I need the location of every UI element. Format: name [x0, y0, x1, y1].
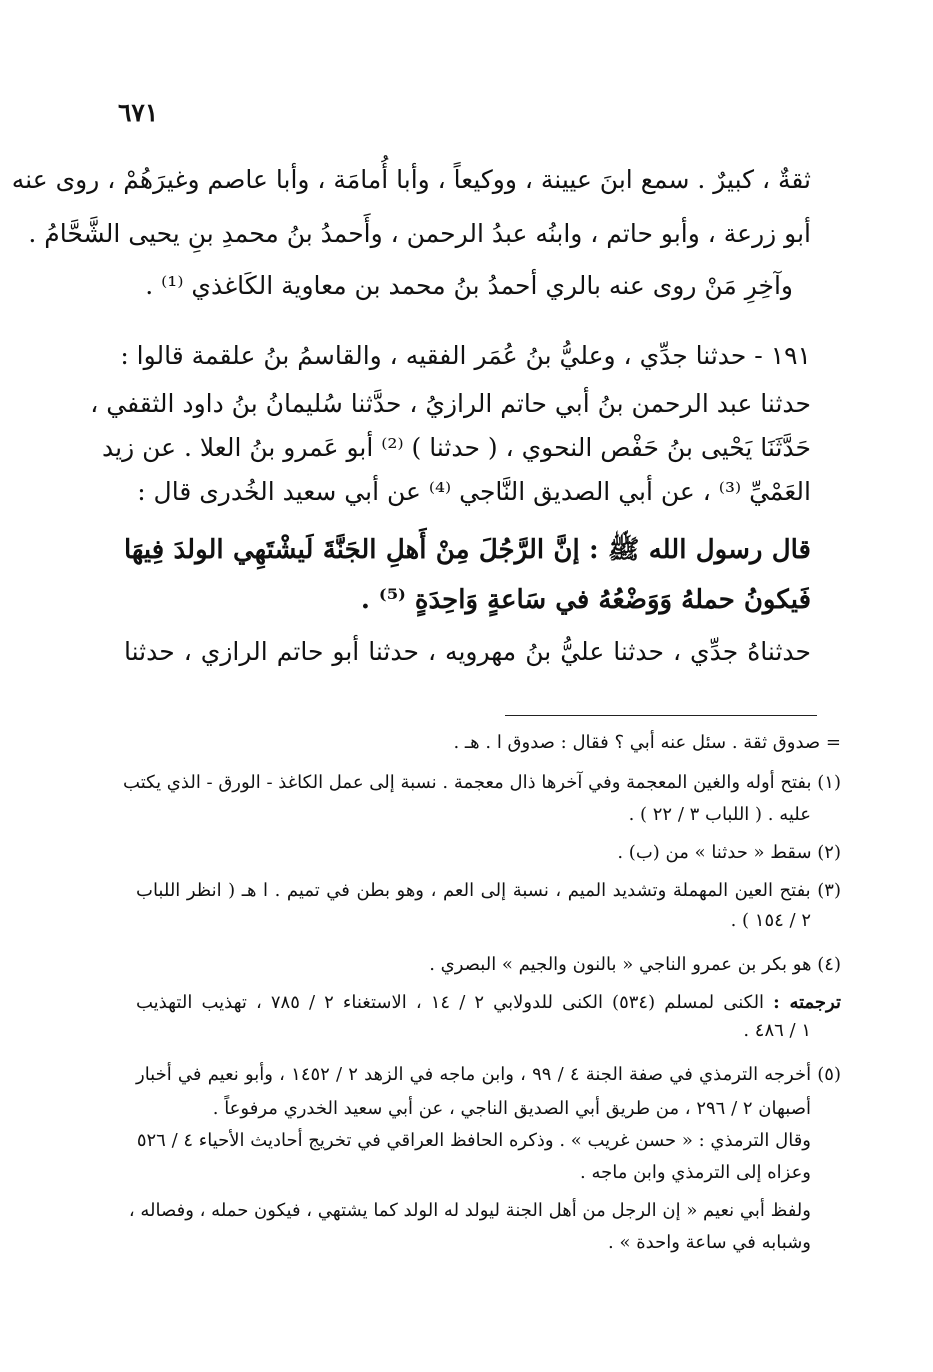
footnote-3-cont: ٢ / ١٥٤ ) .: [730, 910, 811, 931]
footnote-5-cont: وقال الترمذي : « حسن غريب » . وذكره الحافظ العراقي في تخريج أحاديث الأحياء ٤ / ٥٢٦: [136, 1130, 811, 1151]
biography-sources: الكنى لمسلم (٥٣٤) الكنى للدولابي ٢ / ١٤ ، الاستغناء ٢ / ٧٨٥ ، تهذيب التهذيب: [136, 992, 765, 1013]
footnote-2: (٢) سقط « حدثنا » من (ب) .: [617, 842, 841, 863]
footnote-4: (٤) هو بكر بن عمرو الناجي « بالنون والجيم » البصري .: [429, 954, 841, 975]
isnad-line: العَمْيِّ ⁽³⁾ ، عن أبي الصديق النَّاجي ⁽⁴⁾ عن أبي سعيد الخُدرى قال :: [137, 477, 811, 506]
main-text-line: حدثناهُ جدِّي ، حدثنا عليُّ بنُ مهرويه ، حدثنا أبو حاتم الرازي ، حدثنا: [124, 637, 811, 666]
isnad-line: حَدَّثَنَا يَحْيى بنُ حَفْص النحوي ، ( حدثنا ) ⁽²⁾ أبو عَمرو بنُ العلا . عن زيد: [102, 433, 811, 462]
footnote-5-cont: وشبابه في ساعة واحدة » .: [608, 1232, 811, 1253]
hadith-intro-line: ١٩١ - حدثنا جدِّي ، وعليُّ بنُ عُمَر الفقيه ، والقاسمُ بنُ علقمة قالوا :: [120, 341, 811, 370]
biography-label: ترجمته :: [773, 992, 841, 1013]
main-text-line: أبو زرعة ، وأبو حاتم ، وابنُه عبدُ الرحمن ، وأَحمدُ بنُ محمدِ بنِ يحيى الشَّحَّامُ .: [28, 219, 811, 248]
footnote-separator: [505, 715, 817, 716]
hadith-text-line: قال رسول الله ﷺ : إنَّ الرَّجُلَ مِنْ أَهلِ الجَنَّةَ لَيشْتَهِي الولدَ فِيهَا: [124, 535, 811, 565]
footnote-4-cont: ١ / ٤٨٦ .: [743, 1020, 811, 1041]
footnote-5: (٥) أخرجه الترمذي في صفة الجنة ٤ / ٩٩ ، وابن ماجه في الزهد ٢ / ١٤٥٢ ، وأبو نعيم في أخبار: [136, 1064, 841, 1085]
page-number: ٦٧١: [118, 98, 159, 127]
footnote-3: (٣) بفتح العين المهملة وتشديد الميم ، نسبة إلى العم ، وهو بطن في تميم . ا هـ ( انظر اللباب: [136, 880, 841, 901]
footnote-5-cont: أصبهان ٢ / ٢٩٦ ، من طريق أبي الصديق الناجي ، عن أبي سعيد الخدري مرفوعاً .: [212, 1098, 811, 1119]
footnote-1-cont: عليه . ( اللباب ٣ / ٢٢ ) .: [628, 804, 811, 825]
footnote-continuation: = صدوق ثقة . سئل عنه أبي ؟ فقال : صدوق ا . هـ .: [453, 732, 841, 753]
hadith-text-line: فَيكونُ حملهُ وَوَضْعُهُ في سَاعةٍ وَاحِدَةٍ ⁽⁵⁾ .: [360, 585, 811, 615]
footnote-5-cont: وعزاه إلى الترمذي وابن ماجه .: [580, 1162, 811, 1183]
main-text-line: ثقةٌ ، كبيرٌ . سمع ابنَ عيينة ، ووكيعاً ، وأبا أُمامَة ، وأبا عاصم وغيرَهُمْ ، روى عنه: [11, 165, 811, 194]
isnad-line: حدثنا عبد الرحمن بنُ أبي حاتم الرازيُ ، حدَّثنا سُليمانُ بنُ داود الثقفي ،: [90, 389, 811, 418]
main-text-line: وآخِرِ مَنْ روى عنه بالري أحمدُ بنُ محمد بن معاوية الكَاغذي ⁽¹⁾ .: [145, 271, 793, 300]
footnote-1: (١) بفتح أوله والغين المعجمة وفي آخرها ذال معجمة . نسبة إلى عمل الكاغذ - الورق - الذي يكتب: [123, 772, 841, 793]
footnote-4-biography: [136, 988, 841, 1018]
footnote-5-cont: ولفظ أبي نعيم « إن الرجل من أهل الجنة ليولد له الولد كما يشتهي ، فيكون حمله ، وفصاله ،: [128, 1200, 811, 1221]
